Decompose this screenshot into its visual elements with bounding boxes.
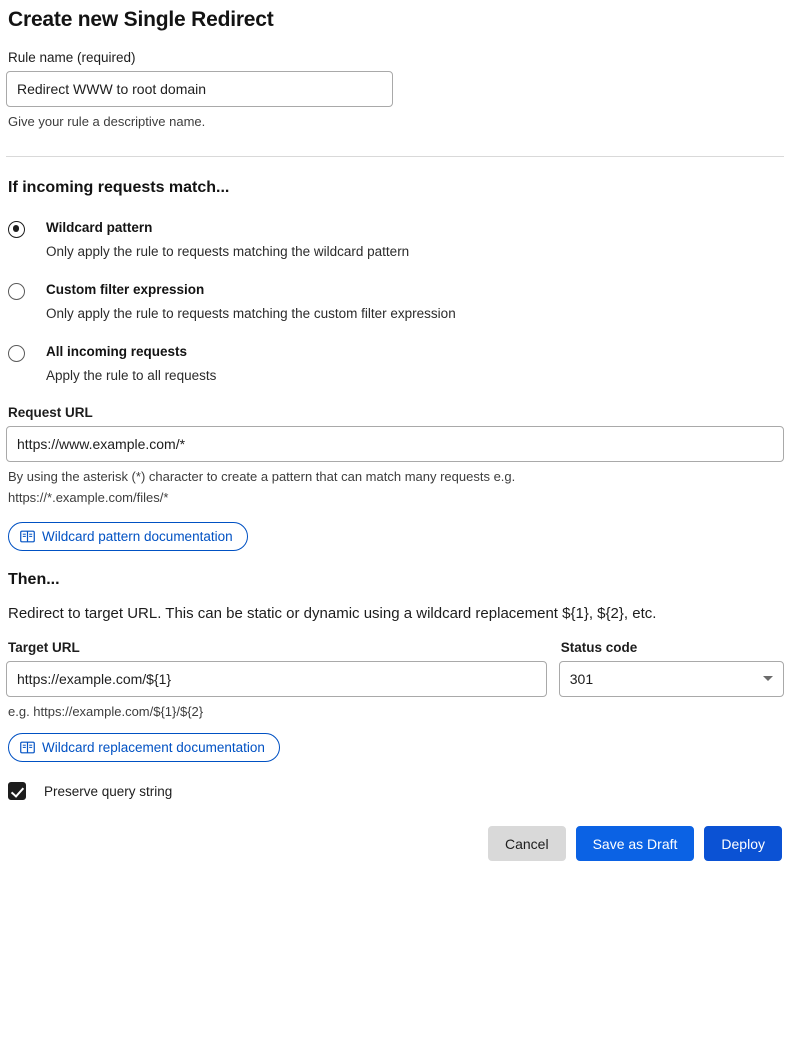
request-url-helper-line2: https://*.example.com/files/* xyxy=(8,489,169,505)
then-section-title: Then... xyxy=(8,570,60,588)
doc-link-label: Wildcard pattern documentation xyxy=(42,528,233,544)
radio-option-wildcard-pattern[interactable] xyxy=(6,219,784,259)
rule-name-input[interactable] xyxy=(6,71,393,107)
radio-option-all-incoming-requests[interactable] xyxy=(6,343,784,383)
status-code-select[interactable] xyxy=(559,661,784,697)
radio-option-label: Wildcard pattern xyxy=(46,219,153,235)
radio-icon[interactable] xyxy=(8,221,25,238)
book-icon xyxy=(20,530,35,543)
wildcard-replacement-documentation-link[interactable] xyxy=(8,733,280,762)
radio-option-label: All incoming requests xyxy=(46,343,188,359)
target-and-status-row xyxy=(6,640,784,722)
radio-option-description: Apply the rule to all requests xyxy=(46,367,217,383)
target-url-input[interactable] xyxy=(6,661,547,697)
request-url-helper-line1: By using the asterisk (*) character to create a pattern that can match many requests e.g. xyxy=(8,468,516,484)
preserve-query-string-row[interactable] xyxy=(6,782,784,800)
rule-name-label: Rule name (required) xyxy=(8,50,136,65)
radio-option-description: Only apply the rule to requests matching the wildcard pattern xyxy=(46,243,410,259)
radio-option-custom-filter-expression[interactable] xyxy=(6,281,784,321)
create-redirect-form xyxy=(0,8,790,861)
wildcard-pattern-documentation-link[interactable] xyxy=(8,522,248,551)
deploy-button[interactable]: Deploy xyxy=(704,826,782,861)
radio-icon[interactable] xyxy=(8,283,25,300)
page-title: Create new Single Redirect xyxy=(8,8,274,31)
preserve-query-string-label: Preserve query string xyxy=(44,783,173,799)
then-section-description: Redirect to target URL. This can be static or dynamic using a wildcard replacement ${1}, ${2}, etc. xyxy=(8,604,657,622)
radio-option-description: Only apply the rule to requests matching the custom filter expression xyxy=(46,305,456,321)
cancel-button[interactable]: Cancel xyxy=(488,826,566,861)
match-options-group xyxy=(6,219,784,383)
radio-option-label: Custom filter expression xyxy=(46,281,205,297)
radio-icon[interactable] xyxy=(8,345,25,362)
form-actions xyxy=(6,826,784,861)
target-url-helper: e.g. https://example.com/${1}/${2} xyxy=(8,703,204,719)
checkbox-icon[interactable] xyxy=(8,782,26,800)
divider xyxy=(6,156,784,157)
request-url-input[interactable] xyxy=(6,426,784,462)
doc-link-label: Wildcard replacement documentation xyxy=(42,740,265,756)
book-icon xyxy=(20,741,35,754)
rule-name-helper: Give your rule a descriptive name. xyxy=(8,114,206,129)
target-url-label: Target URL xyxy=(8,639,80,655)
request-url-label: Request URL xyxy=(8,404,93,420)
status-code-label: Status code xyxy=(560,639,638,655)
save-as-draft-button[interactable]: Save as Draft xyxy=(576,826,695,861)
match-section-title: If incoming requests match... xyxy=(8,178,230,196)
